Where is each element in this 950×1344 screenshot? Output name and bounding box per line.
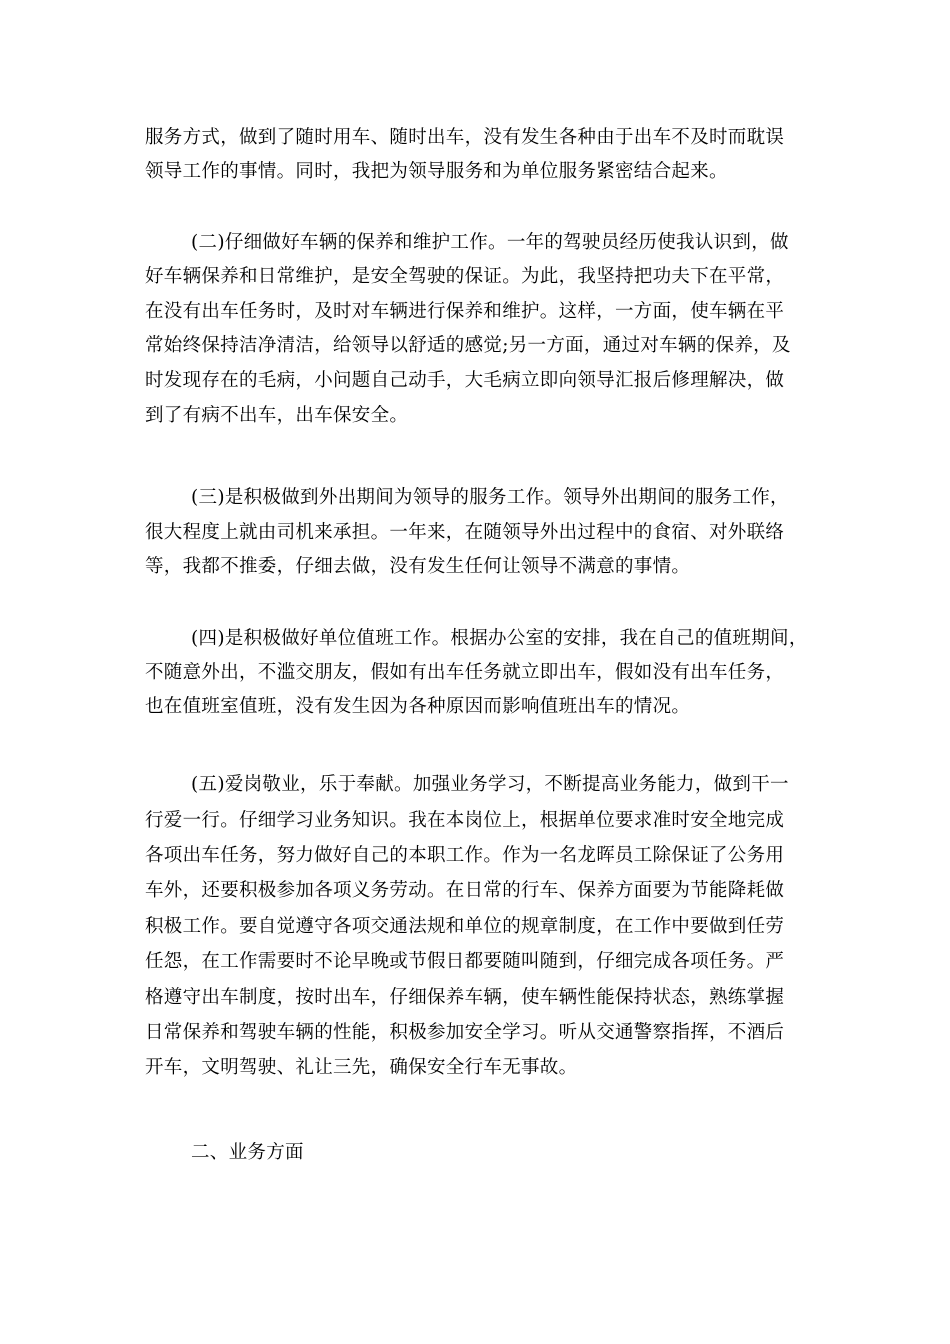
- text-line: 积极工作。要自觉遵守各项交通法规和单位的规章制度，在工作中要做到任劳: [145, 916, 785, 937]
- text-line: 车外，还要积极参加各项义务劳动。在日常的行车、保养方面要为节能降耗做: [145, 880, 785, 901]
- text-line: 等，我都不推委，仔细去做，没有发生任何让领导不满意的事情。: [145, 556, 691, 577]
- text-line: 很大程度上就由司机来承担。一年来，在随领导外出过程中的食宿、对外联络: [145, 522, 785, 543]
- text-line: 开车，文明驾驶、礼让三先，确保安全行车无事故。: [145, 1057, 578, 1078]
- text-line: 也在值班室值班，没有发生因为各种原因而影响值班出车的情况。: [145, 696, 691, 717]
- text-line: 任怨，在工作需要时不论早晚或节假日都要随叫随到，仔细完成各项任务。严: [145, 951, 785, 972]
- text-line: 领导工作的事情。同时，我把为领导服务和为单位服务紧密结合起来。: [145, 161, 728, 182]
- text-line: (五)爱岗敬业，乐于奉献。加强业务学习，不断提高业务能力，做到干一: [191, 774, 789, 795]
- text-line: 好车辆保养和日常维护，是安全驾驶的保证。为此，我坚持把功夫下在平常，: [145, 266, 785, 287]
- text-line: (二)仔细做好车辆的保养和维护工作。一年的驾驶员经历使我认识到，做: [191, 232, 789, 253]
- text-line: 常始终保持洁净清洁，给领导以舒适的感觉;另一方面，通过对车辆的保养，及: [145, 335, 791, 356]
- text-line: 到了有病不出车，出车保安全。: [145, 405, 409, 426]
- text-line: 日常保养和驾驶车辆的性能，积极参加安全学习。听从交通警察指挥，不酒后: [145, 1022, 785, 1043]
- text-line: 时发现存在的毛病，小问题自己动手，大毛病立即向领导汇报后修理解决，做: [145, 370, 785, 391]
- text-line: 服务方式，做到了随时用车、随时出车，没有发生各种由于出车不及时而耽误: [145, 127, 785, 148]
- text-line: 二、业务方面: [191, 1142, 304, 1163]
- text-line: 格遵守出车制度，按时出车，仔细保养车辆，使车辆性能保持状态，熟练掌握: [145, 987, 785, 1008]
- text-line: 在没有出车任务时，及时对车辆进行保养和维护。这样，一方面，使车辆在平: [145, 301, 785, 322]
- text-line: 不随意外出，不滥交朋友，假如有出车任务就立即出车，假如没有出车任务，: [145, 662, 785, 683]
- text-line: 行爱一行。仔细学习业务知识。我在本岗位上，根据单位要求准时安全地完成: [145, 810, 785, 831]
- text-line: (四)是积极做好单位值班工作。根据办公室的安排，我在自己的值班期间，: [191, 628, 808, 649]
- text-line: (三)是积极做到外出期间为领导的服务工作。领导外出期间的服务工作，: [191, 487, 789, 508]
- text-line: 各项出车任务，努力做好自己的本职工作。作为一名龙晖员工除保证了公务用: [145, 845, 785, 866]
